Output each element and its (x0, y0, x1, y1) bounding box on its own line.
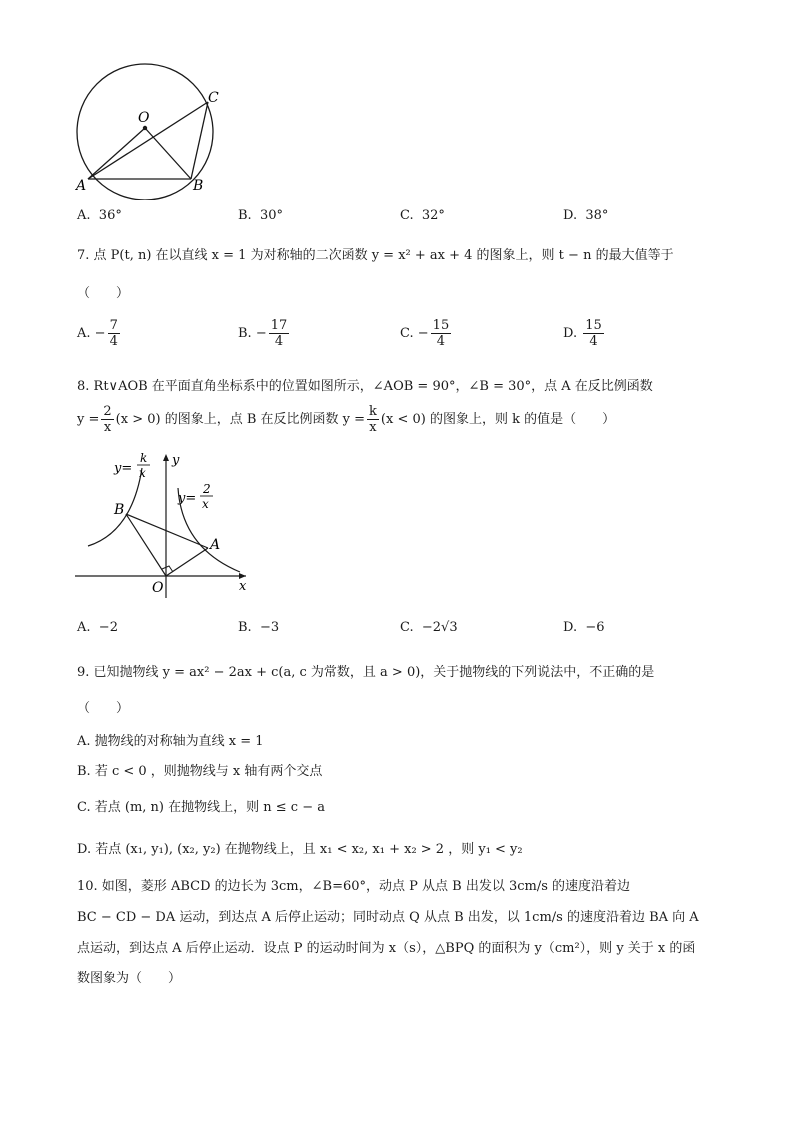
q9-option-c: C. 若点 (m, n) 在抛物线上，则 n ≤ c − a (77, 800, 325, 815)
q6-option-d: D. 38° (563, 208, 609, 223)
q6-circle-figure (70, 60, 230, 200)
q9-stem-line2: （ ） (77, 701, 130, 716)
point-label-c: C (208, 90, 219, 106)
q7-option-b: B. − $\frac{17}{4}$ (238, 318, 288, 349)
q7-option-c: C. − $\frac{15}{4}$ (400, 318, 450, 349)
q7-option-d: D. $\frac{15}{4}$ (563, 318, 602, 349)
q9-option-a: A. 抛物线的对称轴为直线 x = 1 (77, 734, 264, 749)
q9-option-d: D. 若点 (x₁, y₁), (x₂, y₂) 在抛物线上，且 x₁ < x₂, x₁ + x₂ > 2 ，则 y₁ < y₂ (77, 842, 523, 857)
q8-stem-line2: y = $\frac{2}{x}$ (x > 0) 的图象上，点 B 在反比例函数 y = $\frac{k}{x}$ (x < 0) 的图象上，则 k 的值是（ ） (77, 404, 616, 435)
point-label-o: O (138, 110, 150, 126)
q7-option-a: A. − $\frac{7}{4}$ (77, 318, 118, 349)
q8-option-a: A. −2 (77, 620, 118, 635)
label-curve-left-den: x (139, 466, 146, 480)
label-curve-left: y= (114, 461, 133, 476)
q10-stem-line3: 点运动，到达点 A 后停止运动．设点 P 的运动时间为 x（s），△BPQ 的面积为 y（cm²），则 y 关于 x 的函 (77, 941, 696, 956)
point-label-a: A (210, 537, 221, 553)
label-curve-right: y= (178, 491, 197, 506)
point-label-b: B (193, 178, 204, 194)
q9-option-b: B. 若 c < 0 ，则抛物线与 x 轴有两个交点 (77, 764, 323, 779)
q10-stem-line4: 数图象为（ ） (77, 971, 182, 986)
q10-stem-line2: BC − CD − DA 运动，到达点 A 后停止运动；同时动点 Q 从点 B 出发，以 1cm/s 的速度沿着边 BA 向 A (77, 910, 699, 925)
point-label-o: O (152, 580, 164, 596)
q8-option-d: D. −6 (563, 620, 605, 635)
q8-coordinate-figure (70, 448, 260, 600)
label-curve-right-den: x (202, 497, 209, 511)
q8-stem-line1: 8. Rt∨AOB 在平面直角坐标系中的位置如图所示，∠AOB = 90°，∠B = 30°，点 A 在反比例函数 (77, 379, 653, 394)
q8-option-b: B. −3 (238, 620, 280, 635)
q7-stem-line1: 7. 点 P(t, n) 在以直线 x = 1 为对称轴的二次函数 y = x² + ax + 4 的图象上，则 t − n 的最大值等于 (77, 248, 674, 263)
q7-stem-line2: （ ） (77, 286, 130, 301)
q6-option-c: C. 32° (400, 208, 445, 223)
q10-stem-line1: 10. 如图，菱形 ABCD 的边长为 3cm，∠B=60°，动点 P 从点 B 出发以 3cm/s 的速度沿着边 (77, 879, 631, 894)
point-label-b: B (114, 502, 125, 518)
point-label-a: A (76, 178, 87, 194)
axis-label-x: x (239, 579, 247, 594)
q6-option-b: B. 30° (238, 208, 283, 223)
label-curve-left-num: k (140, 451, 148, 465)
label-curve-right-num: 2 (203, 482, 211, 496)
axis-label-y: y (172, 453, 180, 468)
q9-stem-line1: 9. 已知抛物线 y = ax² − 2ax + c(a, c 为常数，且 a > 0)，关于抛物线的下列说法中，不正确的是 (77, 665, 655, 680)
q8-option-c: C. −2√3 (400, 620, 458, 635)
q6-option-a: A. 36° (77, 208, 122, 223)
